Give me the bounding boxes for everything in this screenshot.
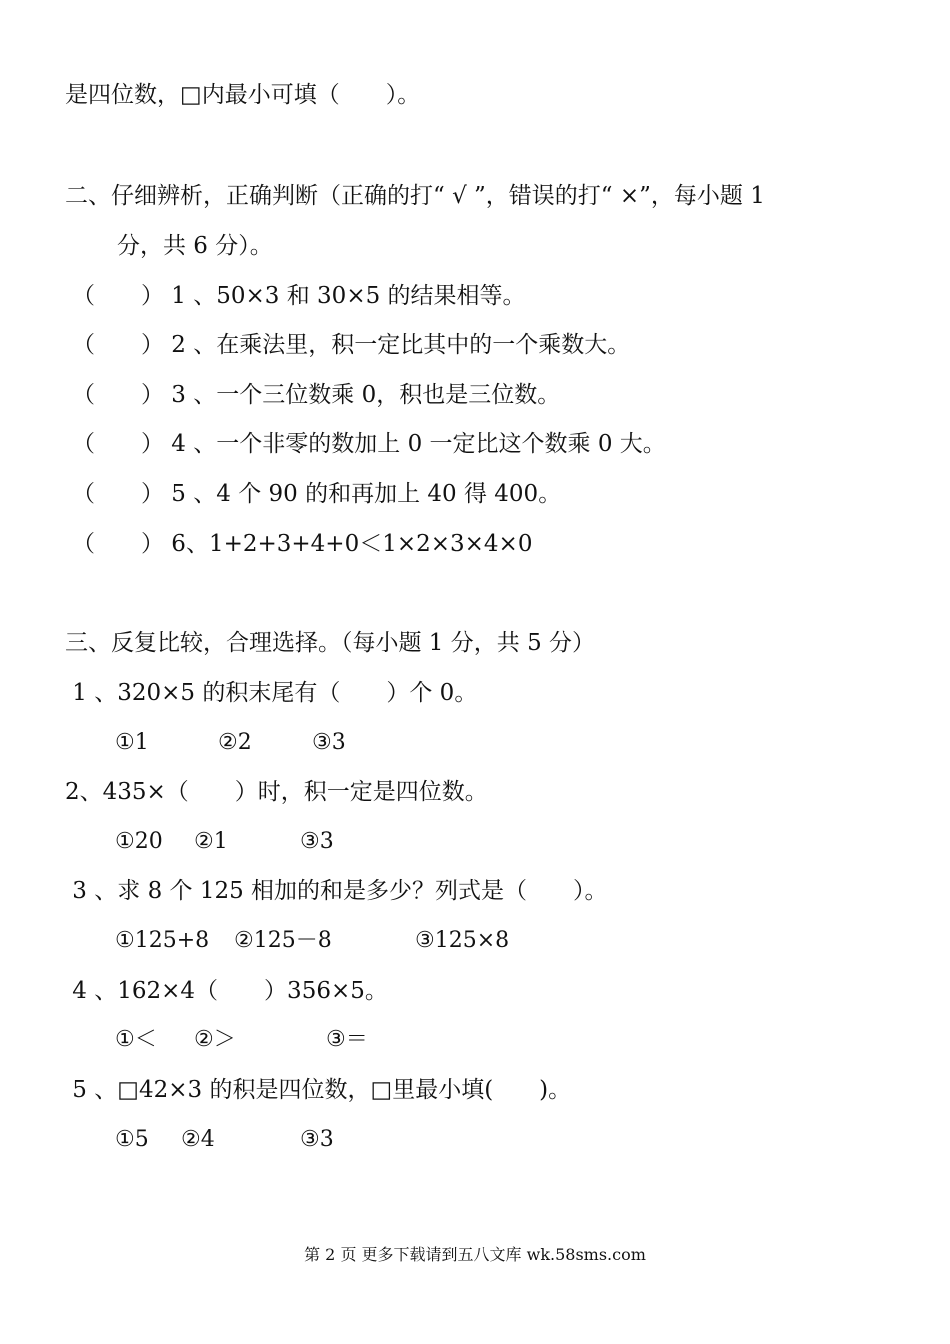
choice-question-4: 4 、162×4（ ）356×5。 (65, 978, 388, 1004)
section2-heading: 二、仔细辨析，正确判断（正确的打“ √ ”，错误的打“ ×”，每小题 1 (65, 183, 765, 209)
choice-option-2b: ②1 (194, 829, 228, 854)
choice-option-3b: ②125－8 (234, 928, 332, 953)
choice-option-2a: ①20 (115, 829, 163, 854)
continued-question-line: 是四位数，□内最小可填（ ）。 (65, 82, 421, 108)
choice-option-3a: ①125+8 (115, 928, 210, 953)
choice-option-2c: ③3 (300, 829, 334, 854)
judgment-item-1: （ ） 1 、50×3 和 30×5 的结果相等。 (72, 283, 526, 309)
choice-option-1c: ③3 (312, 730, 346, 755)
choice-option-4c: ③＝ (326, 1027, 368, 1052)
choice-option-4a: ①＜ (115, 1027, 157, 1052)
choice-option-1b: ②2 (218, 730, 252, 755)
section2-heading-continued: 分，共 6 分）。 (117, 233, 273, 259)
choice-option-5b: ②4 (181, 1127, 215, 1152)
section3-heading: 三、反复比较，合理选择。（每小题 1 分，共 5 分） (65, 630, 596, 656)
choice-question-5: 5 、□42×3 的积是四位数，□里最小填( )。 (65, 1077, 572, 1103)
choice-question-3: 3 、求 8 个 125 相加的和是多少？列式是（ ）。 (65, 878, 608, 904)
choice-option-4b: ②＞ (194, 1027, 236, 1052)
judgment-item-3: （ ） 3 、一个三位数乘 0，积也是三位数。 (72, 382, 561, 408)
judgment-item-2: （ ） 2 、在乘法里，积一定比其中的一个乘数大。 (72, 332, 631, 358)
choice-question-2: 2、435×（ ）时，积一定是四位数。 (65, 779, 488, 805)
choice-question-1: 1 、320×5 的积末尾有（ ）个 0。 (65, 680, 478, 706)
choice-option-1a: ①1 (115, 730, 149, 755)
page-footer: 第 2 页 更多下载请到五八文库 wk.58sms.com (304, 1245, 646, 1264)
choice-option-5c: ③3 (300, 1127, 334, 1152)
choice-option-3c: ③125×8 (415, 928, 510, 953)
judgment-item-6: （ ） 6、1+2+3+4+0＜1×2×3×4×0 (72, 531, 533, 557)
judgment-item-4: （ ） 4 、一个非零的数加上 0 一定比这个数乘 0 大。 (72, 431, 666, 457)
choice-option-5a: ①5 (115, 1127, 149, 1152)
judgment-item-5: （ ） 5 、4 个 90 的和再加上 40 得 400。 (72, 481, 562, 507)
